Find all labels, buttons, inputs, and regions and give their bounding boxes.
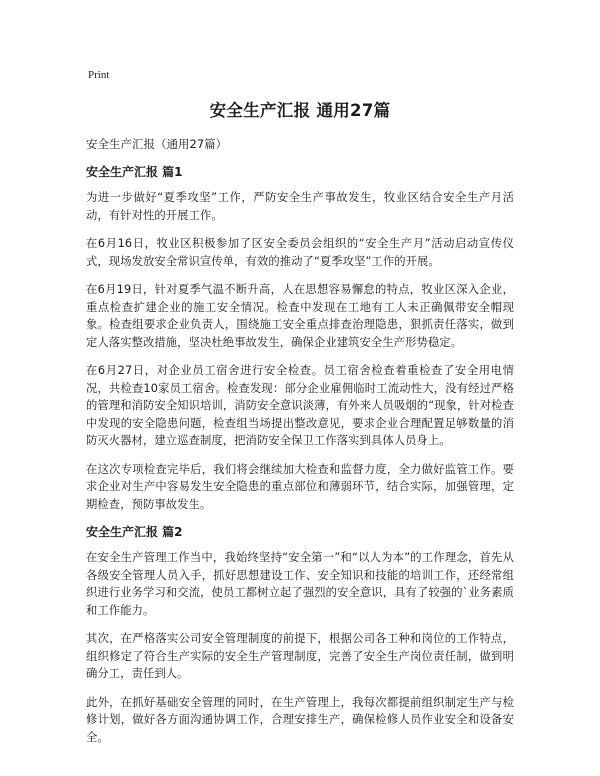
paragraph: 在安全生产管理工作当中，我始终坚持“安全第一”和“以人为本”的工作理念，首先从各级安全管理人员入手，抓好思想建设工作、安全知识和技能的培训工作，还经常组织进行业务学习和交流，使员工都树立起了强烈的安全意识，具有了较强的`业务素质和工作能力。	[86, 551, 514, 617]
section-heading: 安全生产汇报 篇2	[86, 525, 183, 539]
paragraph: 在6月27日，对企业员工宿舍进行安全检查。员工宿舍检查着重检查了安全用电情况，共检查10家员工宿舍。检查发现：部分企业雇佣临时工流动性大，没有经过严格的管理和消防安全知识培训，消防安全意识淡薄，有外来人员吸烟的“现象，针对检查中发现的安全隐患问题，检查组当场提出整改意见，要求企业合理配置足够数量的消防灭火器材，建立巡查制度，把消防安全保卫工作落实到具体人员身上。	[86, 364, 514, 447]
paragraph: 为进一步做好“夏季攻坚”工作，严防安全生产事故发生，牧业区结合安全生产月活动，有针对性的开展工作。	[86, 191, 514, 222]
paragraph: 其次，在严格落实公司安全管理制度的前提下，根据公司各工种和岗位的工作特点，组织修定了符合生产实际的安全生产管理制度，完善了安全生产岗位责任制，做到明确分工，责任到人。	[86, 632, 514, 680]
section-heading: 安全生产汇报 篇1	[86, 165, 183, 179]
section-1	[86, 164, 514, 513]
document-subtitle: 安全生产汇报（通用27篇）	[86, 137, 228, 151]
document-title: 安全生产汇报 通用27篇	[209, 101, 391, 120]
paragraph: 在6月16日，牧业区积极参加了区安全委员会组织的“安全生产月”活动启动宣传仪式，现场发放安全常识宣传单，有效的推动了“夏季攻坚”工作的开展。	[86, 237, 514, 268]
paragraph: 此外，在抓好基础安全管理的同时，在生产管理上，我每次都提前组织制定生产与检修计划，做好各方面沟通协调工作，合理安排生产，确保检修人员作业安全和设备安全。	[86, 695, 514, 744]
paragraph: 在6月19日，针对夏季气温不断升高，人在思想容易懈怠的特点，牧业区深入企业，重点检查扩建企业的施工安全情况。检查中发现在工地有工人未正确佩带安全帽现象。检查组要求企业负责人，围绕施工安全重点排查治理隐患，狠抓责任落实，做到定人落实整改措施，坚决杜绝事故发生，确保企业建筑安全生产形势稳定。	[86, 283, 514, 349]
paragraph: 在这次专项检查完毕后，我们将会继续加大检查和监督力度，全力做好监管工作。要求企业对生产中容易发生安全隐患的重点部位和薄弱环节，结合实际，加强管理，定期检查，预防事故发生。	[86, 462, 514, 511]
section-2	[86, 524, 514, 746]
print-label: Print	[88, 69, 110, 81]
